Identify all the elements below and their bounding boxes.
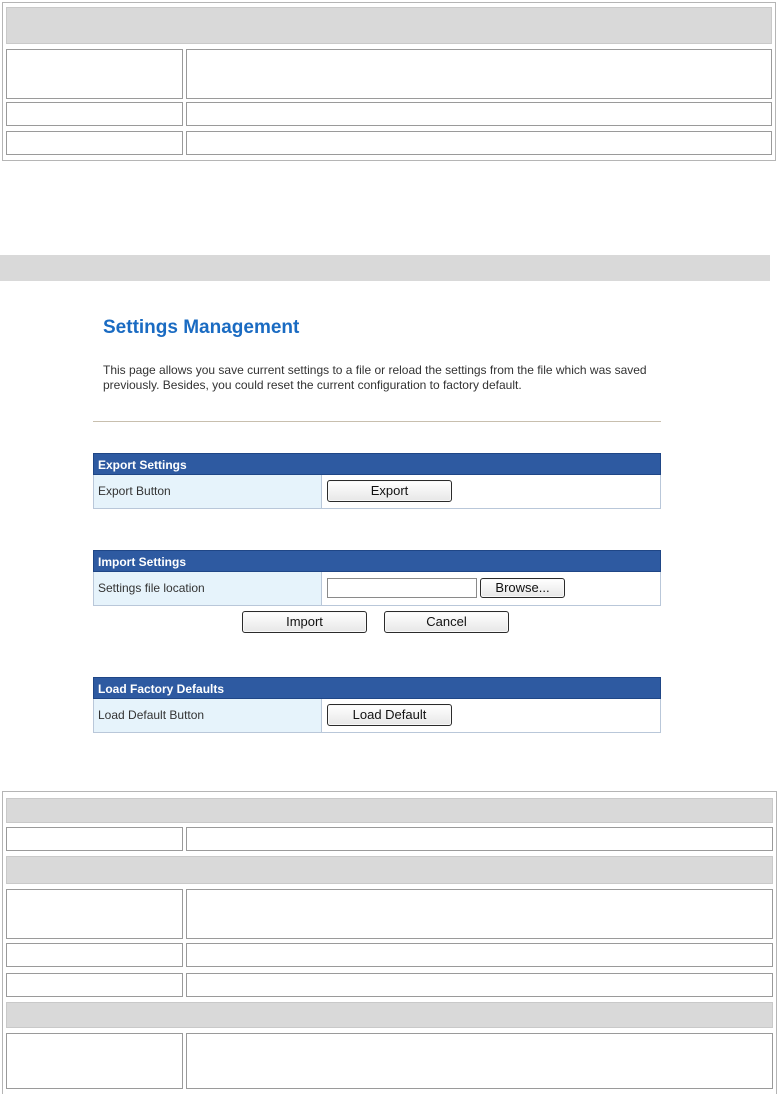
- table-cell: [6, 102, 183, 126]
- top-table-row: [6, 102, 772, 126]
- top-table-row: [6, 131, 772, 155]
- top-table-row: [6, 49, 772, 99]
- bottom-table-row: [6, 827, 773, 851]
- bottom-table-row: [6, 1033, 773, 1089]
- import-row: [93, 572, 661, 606]
- page-description: This page allows you save current settings to a file or reload the settings from the file which was saved previously. Besides, you could reset the current configuration to factory default.: [103, 363, 647, 392]
- table-cell: [186, 973, 773, 997]
- import-settings-header: Import Settings: [93, 550, 661, 572]
- bottom-table-row: [6, 943, 773, 967]
- cancel-button[interactable]: Cancel: [384, 611, 509, 633]
- export-row-value: [323, 475, 660, 508]
- table-cell: [6, 1033, 183, 1089]
- table-cell: [6, 131, 183, 155]
- export-row-label: Export Button: [94, 475, 322, 508]
- table-cell: [6, 889, 183, 939]
- export-settings-table: [93, 453, 661, 509]
- export-settings-header: Export Settings: [93, 453, 661, 475]
- table-cell: [6, 973, 183, 997]
- table-cell: [186, 131, 772, 155]
- table-cell: [186, 943, 773, 967]
- bottom-table-header-row: [6, 798, 773, 823]
- table-cell: [6, 49, 183, 99]
- import-button[interactable]: Import: [242, 611, 367, 633]
- load-default-button[interactable]: Load Default: [327, 704, 452, 726]
- factory-defaults-table: [93, 677, 661, 733]
- top-table-header-row: [6, 7, 772, 44]
- factory-row-label: Load Default Button: [94, 699, 322, 732]
- settings-file-input[interactable]: [327, 578, 477, 598]
- browse-button[interactable]: Browse...: [480, 578, 565, 598]
- table-cell: [186, 889, 773, 939]
- factory-row-value: [323, 699, 660, 732]
- bottom-table-header-row: [6, 1002, 773, 1028]
- bottom-table-row: [6, 973, 773, 997]
- import-settings-table: [93, 550, 661, 606]
- import-row-value: [323, 572, 660, 605]
- export-row: [93, 475, 661, 509]
- page-title: Settings Management: [103, 317, 300, 338]
- table-cell: [186, 102, 772, 126]
- section-bar: [0, 255, 770, 281]
- export-button[interactable]: Export: [327, 480, 452, 502]
- table-cell: [186, 49, 772, 99]
- table-cell: [6, 827, 183, 851]
- table-cell: [186, 827, 773, 851]
- bottom-table-row: [6, 889, 773, 939]
- factory-row: [93, 699, 661, 733]
- import-row-label: Settings file location: [94, 572, 322, 605]
- bottom-table-header-row: [6, 856, 773, 884]
- divider: [93, 421, 661, 422]
- top-doc-table: [2, 2, 776, 161]
- bottom-doc-table: [2, 791, 777, 1094]
- table-cell: [186, 1033, 773, 1089]
- table-cell: [6, 943, 183, 967]
- factory-defaults-header: Load Factory Defaults: [93, 677, 661, 699]
